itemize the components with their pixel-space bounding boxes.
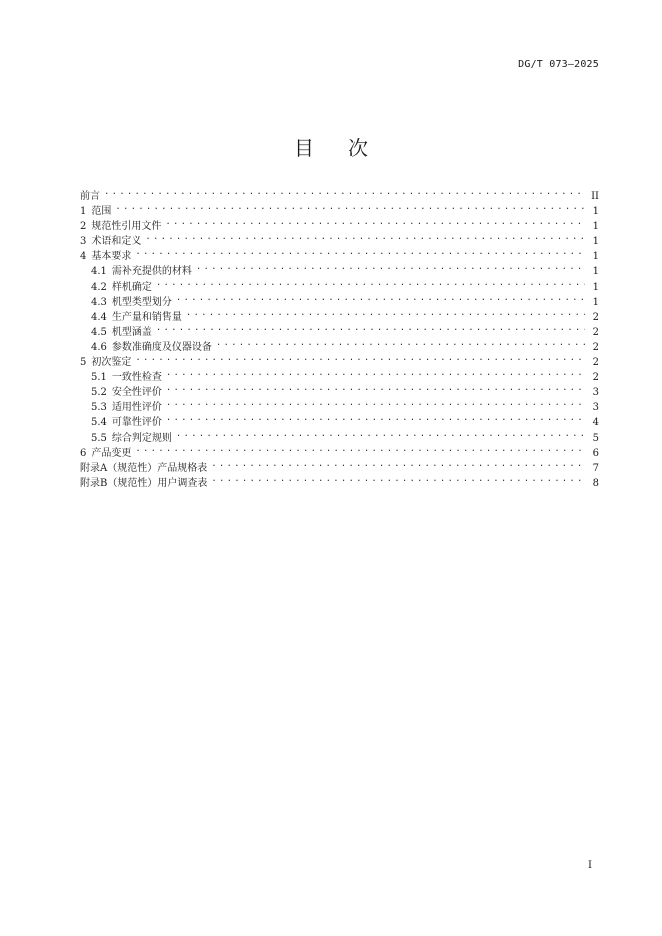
toc-entry-title: 前言 [80,191,100,202]
toc-entry-page: 1 [592,221,599,233]
toc-entry-title: 参数准确度及仪器设备 [111,341,212,353]
toc-entry[interactable] [80,219,599,234]
toc-entry[interactable] [80,295,599,310]
toc-dot-leader [115,204,585,214]
toc-entry[interactable] [80,355,599,370]
toc-entry-page: 2 [592,357,599,369]
toc-entry-number: 5.2 [91,387,107,399]
toc-entry-page: 1 [592,296,599,308]
toc-entry-title: 需补充提供的材料 [111,266,192,278]
toc-dot-leader [165,219,585,229]
toc-entry[interactable] [80,340,599,355]
toc-dot-leader [104,189,585,199]
toc-entry-page: 2 [592,311,599,323]
toc-entry-page: II [591,191,599,202]
toc-entry-title: 样机确定 [111,281,152,293]
toc-entry[interactable] [80,415,599,430]
toc-entry-page: 5 [592,432,599,444]
toc-entry-page: 2 [592,326,599,338]
toc-entry-page: 6 [592,447,599,459]
table-of-contents [80,189,599,491]
toc-entry[interactable] [80,249,599,264]
toc-entry-page: 3 [592,402,599,414]
toc-entry-number: 1 [80,206,87,218]
toc-entry-title: 范围 [91,206,112,218]
toc-entry-number: 5.4 [91,417,107,429]
toc-entry-page: 8 [592,477,599,489]
toc-entry-number: 4.3 [91,296,107,308]
toc-entry-title: 综合判定规则 [111,432,172,444]
toc-dot-leader [135,355,585,365]
toc-entry-number: 3 [80,236,87,248]
toc-entry[interactable] [80,400,599,415]
toc-dot-leader [211,476,585,486]
toc-entry-title: 初次鉴定 [91,357,132,369]
page-number: I [588,860,592,871]
toc-entry-number: 5 [80,357,87,369]
toc-entry-number: 5.5 [91,432,107,444]
document-code: DG/T 073—2025 [518,59,599,70]
toc-entry-number: 4 [80,251,87,263]
toc-entry-title: 安全性评价 [111,387,162,399]
toc-entry[interactable] [80,476,599,491]
toc-entry[interactable] [80,385,599,400]
toc-entry[interactable] [80,446,599,461]
toc-entry[interactable] [80,461,599,476]
toc-entry-number: 5.3 [91,402,107,414]
toc-entry-title: 产品变更 [91,447,132,459]
toc-dot-leader [166,400,585,410]
toc-entry-page: 4 [592,417,599,429]
toc-entry-title: 可靠性评价 [111,417,162,429]
toc-entry-title: 附录B（规范性）用户调查表 [80,477,208,489]
toc-entry-page: 3 [592,387,599,399]
toc-entry-number: 4.6 [91,341,107,353]
toc-entry[interactable] [80,310,599,325]
toc-entry-number: 4.2 [91,281,107,293]
toc-entry-number: 6 [80,447,87,459]
toc-dot-leader [176,431,585,441]
toc-dot-leader [211,461,585,471]
toc-entry[interactable] [80,264,599,279]
toc-entry-page: 1 [592,281,599,293]
toc-dot-leader [166,370,585,380]
toc-entry[interactable] [80,234,599,249]
toc-entry[interactable] [80,204,599,219]
toc-entry-number: 4.1 [91,266,107,278]
toc-dot-leader [166,415,585,425]
toc-entry-page: 7 [592,462,599,474]
toc-entry-number: 4.4 [91,311,107,323]
toc-entry[interactable] [80,431,599,446]
toc-entry-title: 附录A（规范性）产品规格表 [80,462,208,474]
toc-dot-leader [156,280,585,290]
toc-dot-leader [166,385,585,395]
toc-entry-page: 1 [592,236,599,248]
toc-dot-leader [196,264,585,274]
page-title: 目次 [294,136,402,160]
toc-dot-leader [186,310,585,320]
toc-entry[interactable] [80,280,599,295]
toc-entry-title: 规范性引用文件 [91,221,162,233]
toc-entry-page: 2 [592,372,599,384]
toc-entry-title: 生产量和销售量 [111,311,182,323]
toc-entry[interactable] [80,325,599,340]
toc-entry[interactable] [80,189,599,204]
toc-entry-title: 机型类型划分 [111,296,172,308]
toc-dot-leader [135,446,585,456]
toc-entry-page: 2 [592,341,599,353]
toc-dot-leader [145,234,585,244]
toc-entry-page: 1 [592,251,599,263]
toc-entry[interactable] [80,370,599,385]
toc-entry-page: 1 [592,206,599,218]
toc-entry-title: 基本要求 [91,251,132,263]
toc-entry-page: 1 [592,266,599,278]
toc-entry-title: 一致性检查 [111,372,162,384]
toc-entry-title: 术语和定义 [91,236,142,248]
toc-entry-number: 2 [80,221,87,233]
toc-entry-title: 机型涵盖 [111,326,152,338]
toc-dot-leader [156,325,585,335]
toc-dot-leader [135,249,585,259]
toc-entry-number: 4.5 [91,326,107,338]
toc-entry-title: 适用性评价 [111,402,162,414]
toc-entry-number: 5.1 [91,372,107,384]
toc-dot-leader [216,340,585,350]
toc-dot-leader [176,295,585,305]
